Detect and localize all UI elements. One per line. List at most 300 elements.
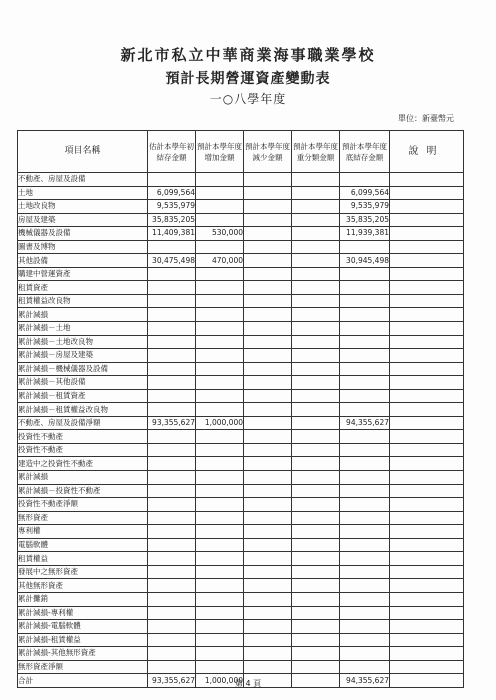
row-closing-amount bbox=[340, 565, 390, 579]
row-reclass-amount bbox=[292, 484, 340, 498]
row-closing-amount bbox=[340, 335, 390, 349]
row-decrease-amount bbox=[244, 606, 292, 620]
table-row bbox=[18, 660, 464, 674]
row-increase-amount bbox=[196, 200, 244, 214]
row-item-name: 租賃權益 bbox=[18, 552, 148, 566]
table-row bbox=[18, 376, 464, 390]
row-closing-amount bbox=[340, 240, 390, 254]
row-decrease-amount bbox=[244, 240, 292, 254]
row-item-name: 累計減損-電腦軟體 bbox=[18, 620, 148, 634]
row-opening-amount bbox=[148, 647, 196, 661]
row-increase-amount bbox=[196, 186, 244, 200]
row-increase-amount bbox=[196, 538, 244, 552]
table-row bbox=[18, 443, 464, 457]
row-increase-amount bbox=[196, 281, 244, 295]
row-note bbox=[390, 335, 464, 349]
table-row bbox=[18, 606, 464, 620]
table-row bbox=[18, 254, 464, 268]
table-row bbox=[18, 620, 464, 634]
row-reclass-amount bbox=[292, 267, 340, 281]
row-note bbox=[390, 471, 464, 485]
row-item-name: 累計減損-租賃權益 bbox=[18, 633, 148, 647]
row-closing-amount: 6,099,564 bbox=[340, 186, 390, 200]
row-decrease-amount bbox=[244, 457, 292, 471]
row-reclass-amount bbox=[292, 240, 340, 254]
row-item-name: 專利權 bbox=[18, 525, 148, 539]
row-reclass-amount bbox=[292, 660, 340, 674]
row-item-name: 累計減損－投資性不動產 bbox=[18, 484, 148, 498]
row-reclass-amount bbox=[292, 281, 340, 295]
row-decrease-amount bbox=[244, 430, 292, 444]
row-opening-amount bbox=[148, 362, 196, 376]
table-row bbox=[18, 227, 464, 241]
row-note bbox=[390, 267, 464, 281]
row-closing-amount bbox=[340, 620, 390, 634]
row-opening-amount bbox=[148, 538, 196, 552]
table-row bbox=[18, 322, 464, 336]
col-header-closing: 預計本學年度底結存金額 bbox=[340, 131, 390, 173]
row-increase-amount bbox=[196, 322, 244, 336]
table-row bbox=[18, 200, 464, 214]
row-closing-amount bbox=[340, 633, 390, 647]
row-decrease-amount bbox=[244, 281, 292, 295]
row-decrease-amount bbox=[244, 308, 292, 322]
row-item-name: 其他無形資產 bbox=[18, 579, 148, 593]
row-item-name: 累計減損－土地改良物 bbox=[18, 335, 148, 349]
row-opening-amount: 35,835,205 bbox=[148, 213, 196, 227]
row-item-name: 累計減損-專利權 bbox=[18, 606, 148, 620]
row-reclass-amount bbox=[292, 335, 340, 349]
row-item-name: 投資性不動產淨額 bbox=[18, 498, 148, 512]
row-closing-amount bbox=[340, 606, 390, 620]
row-increase-amount bbox=[196, 457, 244, 471]
row-note bbox=[390, 592, 464, 606]
row-opening-amount bbox=[148, 633, 196, 647]
row-decrease-amount bbox=[244, 592, 292, 606]
row-note bbox=[390, 633, 464, 647]
row-decrease-amount bbox=[244, 200, 292, 214]
row-opening-amount bbox=[148, 294, 196, 308]
row-note bbox=[390, 647, 464, 661]
row-closing-amount bbox=[340, 660, 390, 674]
row-closing-amount bbox=[340, 430, 390, 444]
row-reclass-amount bbox=[292, 538, 340, 552]
row-note bbox=[390, 443, 464, 457]
row-note bbox=[390, 254, 464, 268]
row-item-name: 電腦軟體 bbox=[18, 538, 148, 552]
table-row bbox=[18, 308, 464, 322]
table-row bbox=[18, 552, 464, 566]
row-closing-amount bbox=[340, 552, 390, 566]
row-increase-amount bbox=[196, 647, 244, 661]
row-opening-amount bbox=[148, 552, 196, 566]
row-note bbox=[390, 376, 464, 390]
row-note bbox=[390, 227, 464, 241]
row-closing-amount: 11,939,381 bbox=[340, 227, 390, 241]
row-increase-amount: 1,000,000 bbox=[196, 416, 244, 430]
row-note bbox=[390, 403, 464, 417]
table-row bbox=[18, 281, 464, 295]
currency-unit: 單位：新臺幣元 bbox=[398, 114, 454, 123]
row-item-name: 租賃資產 bbox=[18, 281, 148, 295]
row-opening-amount bbox=[148, 498, 196, 512]
row-item-name: 無形資產淨額 bbox=[18, 660, 148, 674]
row-closing-amount bbox=[340, 498, 390, 512]
row-increase-amount bbox=[196, 173, 244, 187]
row-item-name: 累計減損－租賃權益改良物 bbox=[18, 403, 148, 417]
row-reclass-amount bbox=[292, 349, 340, 363]
table-row bbox=[18, 633, 464, 647]
row-increase-amount bbox=[196, 376, 244, 390]
row-note bbox=[390, 322, 464, 336]
row-decrease-amount bbox=[244, 538, 292, 552]
row-reclass-amount bbox=[292, 430, 340, 444]
row-reclass-amount bbox=[292, 620, 340, 634]
row-decrease-amount bbox=[244, 376, 292, 390]
row-decrease-amount bbox=[244, 294, 292, 308]
row-decrease-amount bbox=[244, 552, 292, 566]
row-increase-amount bbox=[196, 430, 244, 444]
col-header-opening: 估計本學年初結存金額 bbox=[148, 131, 196, 173]
row-closing-amount bbox=[340, 579, 390, 593]
row-note bbox=[390, 620, 464, 634]
table-row bbox=[18, 349, 464, 363]
col-header-reclass: 預計本學年度重分類金額 bbox=[292, 131, 340, 173]
row-increase-amount bbox=[196, 471, 244, 485]
row-reclass-amount bbox=[292, 213, 340, 227]
row-opening-amount bbox=[148, 457, 196, 471]
row-reclass-amount bbox=[292, 606, 340, 620]
table-row bbox=[18, 511, 464, 525]
row-opening-amount: 11,409,381 bbox=[148, 227, 196, 241]
row-reclass-amount bbox=[292, 633, 340, 647]
row-reclass-amount bbox=[292, 227, 340, 241]
row-increase-amount bbox=[196, 349, 244, 363]
row-decrease-amount bbox=[244, 173, 292, 187]
table-row bbox=[18, 484, 464, 498]
col-header-decrease: 預計本學年度減少金額 bbox=[244, 131, 292, 173]
row-reclass-amount bbox=[292, 294, 340, 308]
row-note bbox=[390, 173, 464, 187]
row-increase-amount bbox=[196, 565, 244, 579]
row-opening-amount bbox=[148, 376, 196, 390]
row-reclass-amount bbox=[292, 322, 340, 336]
row-opening-amount bbox=[148, 660, 196, 674]
row-opening-amount bbox=[148, 267, 196, 281]
row-opening-amount: 6,099,564 bbox=[148, 186, 196, 200]
row-reclass-amount bbox=[292, 565, 340, 579]
row-closing-amount bbox=[340, 403, 390, 417]
row-increase-amount bbox=[196, 498, 244, 512]
row-decrease-amount bbox=[244, 620, 292, 634]
row-closing-amount bbox=[340, 362, 390, 376]
row-opening-amount bbox=[148, 240, 196, 254]
row-opening-amount bbox=[148, 565, 196, 579]
row-reclass-amount bbox=[292, 308, 340, 322]
table-header-row bbox=[18, 131, 464, 173]
row-decrease-amount bbox=[244, 322, 292, 336]
row-item-name: 不動產、房屋及設備淨額 bbox=[18, 416, 148, 430]
table-row bbox=[18, 267, 464, 281]
row-decrease-amount bbox=[244, 647, 292, 661]
row-opening-amount: 9,535,979 bbox=[148, 200, 196, 214]
row-note bbox=[390, 308, 464, 322]
row-reclass-amount bbox=[292, 647, 340, 661]
table-row bbox=[18, 294, 464, 308]
row-opening-amount bbox=[148, 443, 196, 457]
table-row bbox=[18, 498, 464, 512]
row-item-name: 其他設備 bbox=[18, 254, 148, 268]
row-item-name: 累計減損 bbox=[18, 471, 148, 485]
table-row bbox=[18, 416, 464, 430]
col-header-note: 說明 bbox=[390, 131, 464, 173]
row-reclass-amount bbox=[292, 471, 340, 485]
row-note bbox=[390, 349, 464, 363]
row-reclass-amount bbox=[292, 389, 340, 403]
row-increase-amount bbox=[196, 525, 244, 539]
row-reclass-amount bbox=[292, 592, 340, 606]
row-decrease-amount bbox=[244, 403, 292, 417]
row-closing-amount: 94,355,627 bbox=[340, 416, 390, 430]
row-reclass-amount bbox=[292, 186, 340, 200]
row-increase-amount: 1,000,000 bbox=[196, 674, 244, 688]
row-note bbox=[390, 552, 464, 566]
row-decrease-amount bbox=[244, 498, 292, 512]
row-note bbox=[390, 240, 464, 254]
row-item-name: 累計減損－房屋及建築 bbox=[18, 349, 148, 363]
table-row bbox=[18, 173, 464, 187]
row-item-name: 土地 bbox=[18, 186, 148, 200]
row-note bbox=[390, 606, 464, 620]
table-row bbox=[18, 579, 464, 593]
row-item-name: 房屋及建築 bbox=[18, 213, 148, 227]
row-item-name: 投資性不動產 bbox=[18, 430, 148, 444]
row-closing-amount: 94,355,627 bbox=[340, 674, 390, 688]
row-decrease-amount bbox=[244, 525, 292, 539]
row-increase-amount bbox=[196, 633, 244, 647]
row-reclass-amount bbox=[292, 498, 340, 512]
table-row bbox=[18, 240, 464, 254]
row-reclass-amount bbox=[292, 200, 340, 214]
row-decrease-amount bbox=[244, 389, 292, 403]
row-increase-amount bbox=[196, 240, 244, 254]
page-number: 第 4 頁 bbox=[234, 679, 262, 688]
row-closing-amount bbox=[340, 471, 390, 485]
row-closing-amount bbox=[340, 389, 390, 403]
row-decrease-amount bbox=[244, 362, 292, 376]
row-closing-amount: 35,835,205 bbox=[340, 213, 390, 227]
row-closing-amount bbox=[340, 538, 390, 552]
row-opening-amount: 93,355,627 bbox=[148, 416, 196, 430]
row-decrease-amount bbox=[244, 484, 292, 498]
table-body bbox=[18, 173, 464, 688]
row-closing-amount bbox=[340, 525, 390, 539]
row-increase-amount bbox=[196, 660, 244, 674]
row-increase-amount bbox=[196, 511, 244, 525]
row-increase-amount bbox=[196, 335, 244, 349]
table-row bbox=[18, 457, 464, 471]
row-increase-amount bbox=[196, 403, 244, 417]
row-opening-amount: 93,355,627 bbox=[148, 674, 196, 688]
row-reclass-amount bbox=[292, 525, 340, 539]
row-note bbox=[390, 416, 464, 430]
row-closing-amount bbox=[340, 267, 390, 281]
row-increase-amount bbox=[196, 294, 244, 308]
col-header-name: 項目名稱 bbox=[18, 131, 148, 173]
row-opening-amount bbox=[148, 173, 196, 187]
row-item-name: 圖書及博物 bbox=[18, 240, 148, 254]
row-opening-amount bbox=[148, 620, 196, 634]
row-decrease-amount bbox=[244, 267, 292, 281]
row-closing-amount bbox=[340, 294, 390, 308]
school-name: 新北市私立中華商業海事職業學校 bbox=[120, 46, 376, 64]
table-row bbox=[18, 538, 464, 552]
row-reclass-amount bbox=[292, 457, 340, 471]
row-opening-amount bbox=[148, 349, 196, 363]
row-closing-amount bbox=[340, 308, 390, 322]
row-closing-amount bbox=[340, 349, 390, 363]
row-note bbox=[390, 430, 464, 444]
row-opening-amount bbox=[148, 335, 196, 349]
table-row bbox=[18, 525, 464, 539]
row-closing-amount bbox=[340, 592, 390, 606]
row-item-name: 建造中之投資性不動產 bbox=[18, 457, 148, 471]
row-opening-amount bbox=[148, 484, 196, 498]
table-row bbox=[18, 647, 464, 661]
row-item-name: 不動產、房屋及設備 bbox=[18, 173, 148, 187]
row-item-name: 累計減損－機械儀器及設備 bbox=[18, 362, 148, 376]
table-row bbox=[18, 403, 464, 417]
row-reclass-amount bbox=[292, 376, 340, 390]
row-opening-amount bbox=[148, 403, 196, 417]
row-item-name: 累計減損－租賃資產 bbox=[18, 389, 148, 403]
row-closing-amount bbox=[340, 281, 390, 295]
row-note bbox=[390, 511, 464, 525]
row-note bbox=[390, 660, 464, 674]
table-row bbox=[18, 430, 464, 444]
row-closing-amount bbox=[340, 376, 390, 390]
row-item-name: 累計減損 bbox=[18, 308, 148, 322]
row-increase-amount bbox=[196, 606, 244, 620]
row-note bbox=[390, 457, 464, 471]
row-item-name: 投資性不動產 bbox=[18, 443, 148, 457]
row-opening-amount bbox=[148, 471, 196, 485]
row-note bbox=[390, 213, 464, 227]
row-decrease-amount bbox=[244, 254, 292, 268]
row-opening-amount bbox=[148, 511, 196, 525]
report-title: 預計長期營運資產變動表 bbox=[165, 71, 331, 87]
row-opening-amount bbox=[148, 606, 196, 620]
row-decrease-amount bbox=[244, 579, 292, 593]
row-opening-amount bbox=[148, 592, 196, 606]
row-increase-amount: 530,000 bbox=[196, 227, 244, 241]
row-decrease-amount bbox=[244, 565, 292, 579]
table-row bbox=[18, 389, 464, 403]
row-decrease-amount bbox=[244, 633, 292, 647]
row-item-name: 租賃權益改良物 bbox=[18, 294, 148, 308]
row-item-name: 無形資產 bbox=[18, 511, 148, 525]
row-closing-amount bbox=[340, 173, 390, 187]
row-note bbox=[390, 281, 464, 295]
row-reclass-amount bbox=[292, 511, 340, 525]
table-row bbox=[18, 335, 464, 349]
row-reclass-amount bbox=[292, 416, 340, 430]
row-opening-amount bbox=[148, 308, 196, 322]
row-decrease-amount bbox=[244, 511, 292, 525]
row-note bbox=[390, 525, 464, 539]
row-increase-amount: 470,000 bbox=[196, 254, 244, 268]
row-item-name: 累計減損－其他設備 bbox=[18, 376, 148, 390]
row-note bbox=[390, 186, 464, 200]
row-opening-amount bbox=[148, 281, 196, 295]
row-closing-amount bbox=[340, 484, 390, 498]
row-item-name: 機械儀器及設備 bbox=[18, 227, 148, 241]
row-item-name: 發展中之無形資產 bbox=[18, 565, 148, 579]
row-increase-amount bbox=[196, 308, 244, 322]
row-increase-amount bbox=[196, 592, 244, 606]
row-closing-amount bbox=[340, 457, 390, 471]
row-opening-amount bbox=[148, 430, 196, 444]
col-header-increase: 預計本學年度增加金額 bbox=[196, 131, 244, 173]
row-item-name: 土地改良物 bbox=[18, 200, 148, 214]
row-opening-amount: 30,475,498 bbox=[148, 254, 196, 268]
row-increase-amount bbox=[196, 579, 244, 593]
row-decrease-amount bbox=[244, 335, 292, 349]
row-note bbox=[390, 484, 464, 498]
row-decrease-amount bbox=[244, 349, 292, 363]
table-row bbox=[18, 213, 464, 227]
row-decrease-amount bbox=[244, 660, 292, 674]
fiscal-year: 一○八學年度 bbox=[209, 92, 287, 106]
row-decrease-amount bbox=[244, 471, 292, 485]
row-reclass-amount bbox=[292, 579, 340, 593]
row-increase-amount bbox=[196, 213, 244, 227]
asset-change-table bbox=[17, 130, 464, 688]
row-note bbox=[390, 200, 464, 214]
row-note bbox=[390, 362, 464, 376]
row-item-name: 累計減損－土地 bbox=[18, 322, 148, 336]
table-row bbox=[18, 362, 464, 376]
row-increase-amount bbox=[196, 443, 244, 457]
row-note bbox=[390, 389, 464, 403]
row-closing-amount bbox=[340, 647, 390, 661]
row-decrease-amount bbox=[244, 227, 292, 241]
row-increase-amount bbox=[196, 552, 244, 566]
row-note bbox=[390, 565, 464, 579]
row-increase-amount bbox=[196, 484, 244, 498]
row-opening-amount bbox=[148, 322, 196, 336]
row-note bbox=[390, 294, 464, 308]
row-item-name: 合計 bbox=[18, 674, 148, 688]
row-note bbox=[390, 579, 464, 593]
row-opening-amount bbox=[148, 525, 196, 539]
row-reclass-amount bbox=[292, 362, 340, 376]
row-decrease-amount bbox=[244, 213, 292, 227]
row-decrease-amount bbox=[244, 443, 292, 457]
table-row bbox=[18, 592, 464, 606]
row-item-name: 累計攤銷 bbox=[18, 592, 148, 606]
row-increase-amount bbox=[196, 389, 244, 403]
table-row bbox=[18, 565, 464, 579]
row-note bbox=[390, 498, 464, 512]
row-decrease-amount bbox=[244, 186, 292, 200]
row-closing-amount: 9,535,979 bbox=[340, 200, 390, 214]
row-closing-amount bbox=[340, 511, 390, 525]
row-closing-amount: 30,945,498 bbox=[340, 254, 390, 268]
row-reclass-amount bbox=[292, 403, 340, 417]
table-row bbox=[18, 186, 464, 200]
row-closing-amount bbox=[340, 443, 390, 457]
